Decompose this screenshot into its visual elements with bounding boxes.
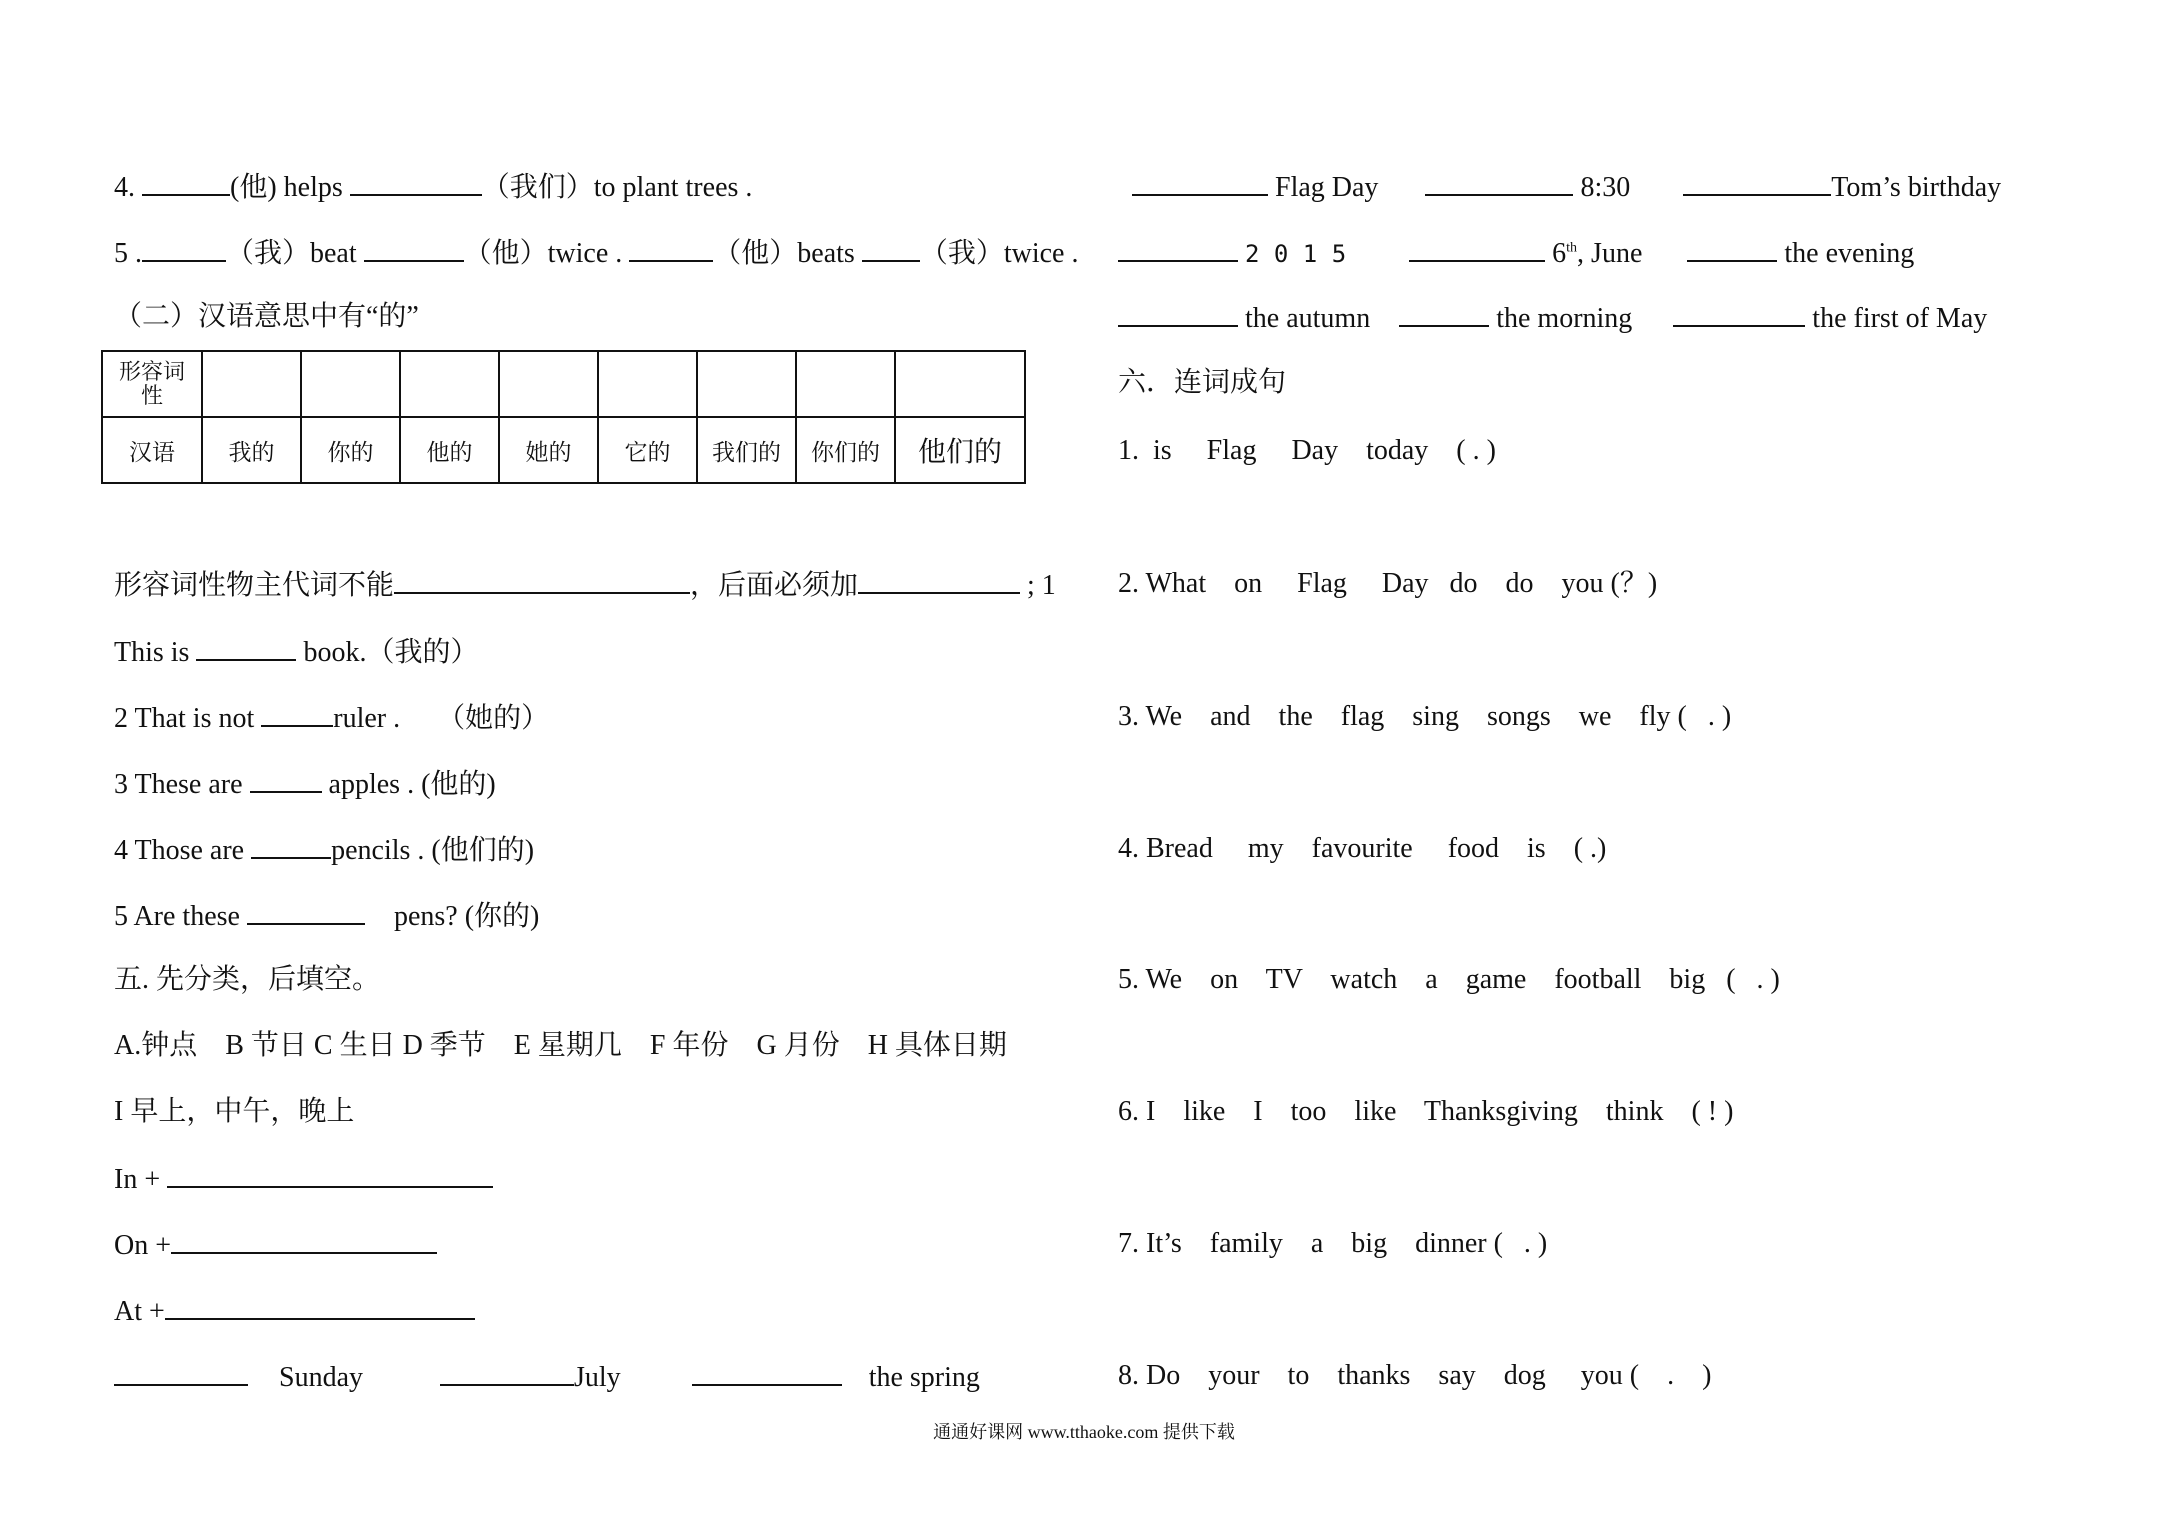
answer-blank[interactable]: [251, 835, 331, 859]
exercise-5: 5 Are these pens? (你的): [114, 901, 540, 932]
on-row: On +: [114, 1230, 437, 1260]
table-cell: 它的: [598, 417, 697, 483]
answer-blank[interactable]: [165, 1296, 475, 1320]
table-cell: 我的: [202, 417, 301, 483]
answer-blank[interactable]: [247, 901, 365, 925]
answer-blank[interactable]: [350, 172, 482, 196]
section-2-title: （二）汉语意思中有“的”: [114, 301, 419, 332]
reorder-sentence-4: 4. Bread my favourite food is ( .): [1118, 833, 1607, 864]
answer-blank[interactable]: [1399, 303, 1489, 327]
table-cell: 我们的: [697, 417, 796, 483]
in-row: In +: [114, 1164, 493, 1194]
answer-blank[interactable]: [1687, 238, 1777, 262]
answer-blank[interactable]: [440, 1362, 574, 1386]
answer-blank[interactable]: [1409, 238, 1545, 262]
at-row: At +: [114, 1296, 475, 1326]
exercise-2: 2 That is not ruler . （她的）: [114, 703, 550, 734]
answer-cell[interactable]: [301, 351, 400, 417]
answer-blank[interactable]: [167, 1164, 493, 1188]
categories-list-2: I 早上，中午，晚上: [114, 1096, 355, 1127]
answer-blank[interactable]: [261, 703, 333, 727]
answer-blank[interactable]: [862, 238, 920, 262]
answer-blank[interactable]: [142, 238, 226, 262]
answer-blank[interactable]: [394, 570, 690, 594]
answer-blank[interactable]: [364, 238, 464, 262]
table-header-chinese: 汉语: [102, 417, 202, 483]
footer-credit: 通通好课网 www.tthaoke.com 提供下载: [933, 1422, 1235, 1442]
reorder-sentence-1: 1. is Flag Day today ( . ): [1118, 435, 1496, 466]
categories-list: A.钟点 B 节日 C 生日 D 季节 E 星期几 F 年份 G 月份 H 具体日期: [114, 1030, 1007, 1061]
question-5: 5 . （我）beat （他）twice . （他）beats （我）twice .: [114, 238, 1079, 269]
right-row-2: 2 0 1 5 6th, June the evening: [1118, 238, 1914, 268]
reorder-sentence-3: 3. We and the flag sing songs we fly ( . ): [1118, 701, 1732, 732]
reorder-sentence-2: 2. What on Flag Day do do you (？): [1118, 568, 1658, 599]
table-cell: 她的: [499, 417, 598, 483]
right-row-1: Flag Day 8:30 Tom’s birthday: [1132, 172, 2001, 202]
possessive-table: [101, 350, 1026, 484]
reorder-sentence-8: 8. Do your to thanks say dog you ( . ): [1118, 1360, 1712, 1391]
exercise-4: 4 Those are pencils . (他们的): [114, 835, 535, 866]
exercise-1: This is book.（我的）: [114, 637, 479, 668]
answer-cell[interactable]: [796, 351, 895, 417]
answer-blank[interactable]: [1673, 303, 1805, 327]
answer-blank[interactable]: [142, 172, 230, 196]
section-5-title: 五. 先分类，后填空。: [114, 964, 381, 995]
answer-cell[interactable]: [598, 351, 697, 417]
reorder-sentence-5: 5. We on TV watch a game football big ( . ): [1118, 964, 1780, 995]
answer-blank[interactable]: [1683, 172, 1831, 196]
answer-cell[interactable]: [499, 351, 598, 417]
answer-cell[interactable]: [202, 351, 301, 417]
table-cell: 他的: [400, 417, 499, 483]
answer-blank[interactable]: [858, 570, 1020, 594]
answer-blank[interactable]: [171, 1230, 437, 1254]
question-4: 4. (他) helps （我们）to plant trees .: [114, 172, 753, 203]
answer-cell[interactable]: [895, 351, 1025, 417]
answer-blank[interactable]: [629, 238, 713, 262]
answer-blank[interactable]: [1132, 172, 1268, 196]
time-words-row: Sunday July the spring: [114, 1362, 980, 1392]
answer-blank[interactable]: [250, 769, 322, 793]
table-cell: 他们的: [895, 417, 1025, 483]
table-cell: 你的: [301, 417, 400, 483]
answer-blank[interactable]: [1118, 238, 1238, 262]
answer-cell[interactable]: [697, 351, 796, 417]
answer-blank[interactable]: [1425, 172, 1573, 196]
answer-blank[interactable]: [196, 637, 296, 661]
table-cell: 你们的: [796, 417, 895, 483]
answer-blank[interactable]: [114, 1362, 248, 1386]
answer-cell[interactable]: [400, 351, 499, 417]
answer-blank[interactable]: [1118, 303, 1238, 327]
exercise-3: 3 These are apples . (他的): [114, 769, 496, 800]
reorder-sentence-6: 6. I like I too like Thanksgiving think ( ! ): [1118, 1096, 1734, 1127]
reorder-sentence-7: 7. It’s family a big dinner ( . ): [1118, 1228, 1548, 1259]
table-header-adjective: 形容词性: [102, 351, 202, 417]
section-6-title: 六．连词成句: [1118, 367, 1287, 398]
answer-blank[interactable]: [692, 1362, 842, 1386]
rule-line: 形容词性物主代词不能 ，后面必须加 ; 1: [114, 570, 1056, 601]
right-row-3: the autumn the morning the first of May: [1118, 303, 1987, 333]
